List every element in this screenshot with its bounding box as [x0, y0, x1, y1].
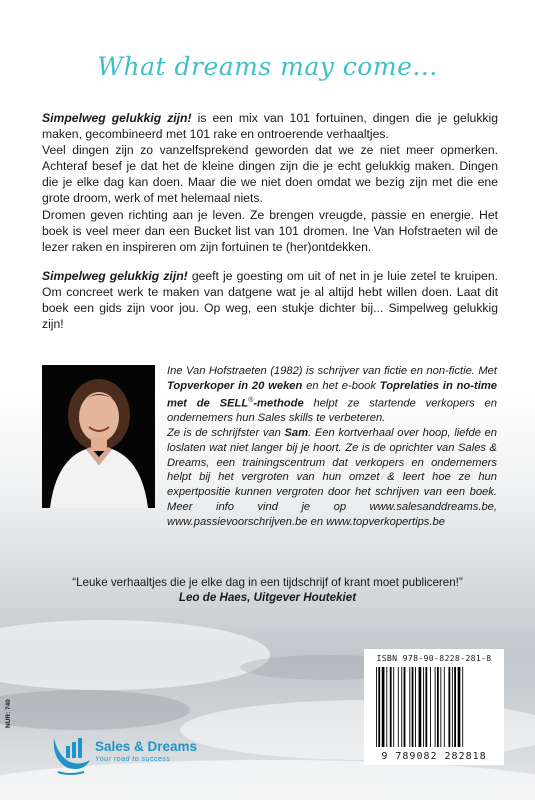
- logo-tagline: Your road to success: [95, 756, 171, 763]
- blurb-paragraph-2: Veel dingen zijn zo vanzelfsprekend geworden dat we ze niet meer opmerken. Achteraf besef je dat het de kleine dingen zijn die je echt gelukkig maken. Dingen die je elke dag kan doen. Maar die we niet doen omdat we bezig zijn met die ene grote droom, werk of met helemaal niets.: [42, 143, 498, 206]
- barcode-bars: [374, 667, 494, 747]
- blurb-paragraph-1: Simpelweg gelukkig zijn! is een mix van 101 fortuinen, dingen die je gelukkig maken, gecombineerd met 101 rake en ontroerende verhaaltjes.: [42, 111, 498, 142]
- author-photo: [42, 365, 155, 508]
- publisher-logo: [50, 726, 220, 776]
- book-reference: Sam: [284, 426, 309, 439]
- book-title-inline: Simpelweg gelukkig zijn!: [42, 268, 188, 283]
- book-tagline: What dreams may come...: [97, 52, 438, 81]
- book-reference: Topverkoper in 20 weken: [167, 379, 303, 392]
- barcode-number: 9 789082 282818: [381, 751, 487, 762]
- logo-icon: [50, 726, 94, 776]
- book-title-inline: Simpelweg gelukkig zijn!: [42, 111, 192, 125]
- isbn-barcode: [364, 649, 504, 765]
- book-reference: Toprelaties in no-time met de SELL: [167, 379, 497, 410]
- quote-text: “Leuke verhaaltjes die je elke dag in een tijdschrijf of krant moet publiceren!”: [72, 576, 463, 589]
- blurb: [42, 110, 498, 345]
- nur-code: NUR: 740: [5, 699, 12, 728]
- isbn-label: ISBN 978-90-8228-281-8: [376, 653, 492, 663]
- blurb-paragraph-4: Simpelweg gelukkig zijn! geeft je goesting om uit of net in je luie zetel te kruipen. Om concreet werk te maken van datgene wat je al altijd hebt willen doen. Laat dit boek een gids zijn voor jou. Op weg, een stukje dichter bij... Simpelweg gelukkig zijn!: [42, 268, 498, 332]
- blurb-paragraph-3: Dromen geven richting aan je leven. Ze brengen vreugde, passie en energie. Het boek is veel meer dan een Bucket list van 101 dromen. Ine Van Hofstraeten wil de lezer raken en inspireren om zijn fortuinen te (her)ontdekken.: [42, 207, 498, 254]
- review-quote: [0, 575, 535, 605]
- author-bio: Ine Van Hofstraeten (1982) is schrijver van fictie en non-fictie. Met Topverkoper in 20 weken en het e-book Toprelaties in no-time met de SELL®-methode helpt ze startende verkopers en ondernemers hun Sales skills te verbeteren. Ze is de schrijfster van Sam. Een kortverhaal over hoop, liefde en loslaten wat niet langer bij je hoort. Ze is de oprichter van Sales & Dreams, een trainingscentrum dat verkopers en ondernemers helpt bij het vergroten van hun omzet & leert hoe ze hun expertpositie kunnen vergroten door het schrijven van een boek. Meer info vind je op www.salesanddreams.be, www.passievoorschrijven.be en www.topverkopertips.be: [167, 365, 497, 528]
- logo-name: Sales & Dreams: [95, 739, 198, 754]
- quote-author: Leo de Haes, Uitgever Houtekiet: [178, 591, 357, 604]
